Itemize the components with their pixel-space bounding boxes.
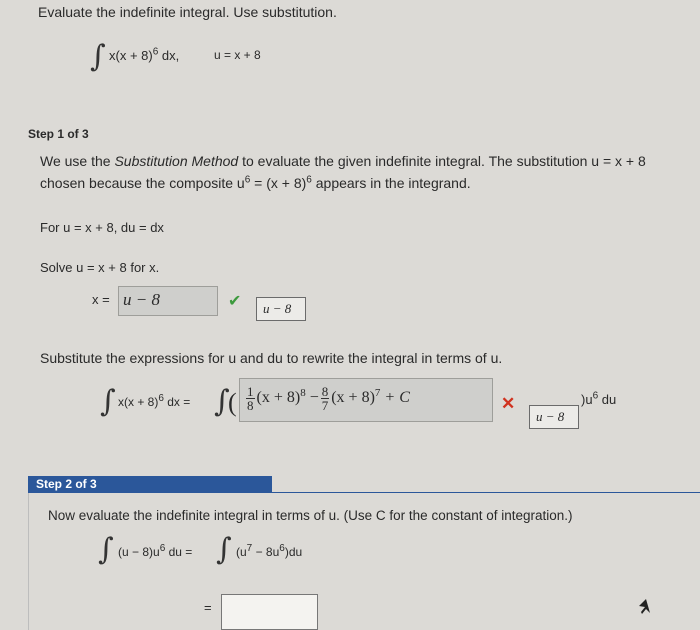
- step2-answer-field[interactable]: [221, 594, 318, 630]
- problem-instruction: Evaluate the indefinite integral. Use substitution.: [38, 4, 337, 20]
- para2-c: appears in the integrand.: [311, 175, 471, 191]
- frac2-den: 7: [321, 398, 329, 413]
- step2-instruction: Now evaluate the indefinite integral in terms of u. (Use C for the constant of integration.): [48, 508, 573, 523]
- u6du-text: [581, 392, 616, 407]
- step2-equals: =: [204, 600, 212, 615]
- x-answer-field[interactable]: [118, 286, 218, 316]
- para-c: to evaluate the given indefinite integral. The substitution u = x + 8: [238, 153, 646, 169]
- rewrite-answer-field[interactable]: [239, 378, 493, 422]
- integral-sign-lhs: ∫: [100, 384, 116, 419]
- step1-label: Step 1 of 3: [28, 127, 89, 141]
- exp-6: 6: [159, 543, 166, 554]
- substitute-text: Substitute the expressions for u and du to rewrite the integral in terms of u.: [40, 350, 503, 366]
- step1-paragraph-line1: [40, 153, 646, 169]
- attempt-part1: (x + 8): [256, 389, 301, 407]
- step2-du-eq: du =: [165, 545, 193, 559]
- rhs-b: − 8u: [252, 545, 280, 559]
- exp-7: 7: [246, 543, 253, 554]
- integrand-text: x(x + 8): [109, 48, 153, 63]
- attempt-part2: (x + 8): [331, 389, 375, 407]
- frac2-num: 8: [321, 384, 329, 399]
- exp-6: 6: [592, 390, 599, 402]
- frac-1-8: [246, 385, 255, 412]
- for-u-text: For u = x + 8, du = dx: [40, 220, 164, 235]
- du-text: du: [598, 392, 617, 407]
- step1-paragraph-line2: [40, 175, 471, 191]
- integral-sign-rhs: ∫: [214, 384, 230, 419]
- integral-sign-step2-lhs: ∫: [98, 532, 114, 567]
- rewrite-lhs: [118, 395, 190, 409]
- integral-sign: ∫: [90, 39, 106, 74]
- lhs-dx: dx =: [163, 395, 191, 409]
- step2-label: Step 2 of 3: [28, 476, 272, 493]
- para2-a: chosen because the composite u: [40, 175, 245, 191]
- substitution-def: u = x + 8: [214, 48, 261, 62]
- frac1-num: 1: [247, 384, 254, 399]
- exp-6: 6: [244, 174, 251, 186]
- frac-8-7: [321, 385, 330, 412]
- exp-6: 6: [152, 46, 159, 58]
- step2-rhs: [236, 545, 302, 559]
- integral-sign-step2-rhs: ∫: [216, 532, 232, 567]
- solve-text: Solve u = x + 8 for x.: [40, 260, 160, 275]
- exp-7: 7: [374, 386, 381, 399]
- constant-c: + C: [380, 389, 410, 407]
- rhs-a: (u: [236, 545, 247, 559]
- x-answer-value: u − 8: [123, 290, 160, 309]
- step2-lhs-text: (u − 8)u: [118, 545, 160, 559]
- rewrite-attempt: [244, 385, 410, 412]
- rhs-c: )du: [284, 545, 303, 559]
- mouse-cursor-icon: [636, 597, 652, 617]
- lhs-text: x(x + 8): [118, 395, 159, 409]
- x-equals-label: x =: [92, 292, 110, 307]
- exp-6: 6: [158, 393, 164, 404]
- rewrite-hint-box: [529, 405, 579, 429]
- check-icon: ✔: [228, 293, 242, 310]
- para-method: Substitution Method: [114, 153, 239, 169]
- para2-b: = (x + 8): [250, 175, 307, 191]
- wrong-icon: ✕: [501, 394, 516, 413]
- problem-integrand: [109, 48, 179, 63]
- para-a: We use the: [40, 153, 115, 169]
- x-hint-box: [256, 297, 306, 321]
- u6-text: )u: [581, 392, 593, 407]
- exp-8: 8: [300, 386, 306, 399]
- exp-6: 6: [279, 543, 285, 554]
- minus-sign: −: [305, 389, 319, 407]
- step2-lhs: [118, 545, 192, 559]
- exp-6: 6: [306, 174, 312, 186]
- x-hint-text: u − 8: [263, 301, 292, 316]
- hint2-text: u − 8: [536, 409, 565, 424]
- open-paren: (: [228, 388, 237, 417]
- dx-text: dx,: [158, 48, 180, 63]
- frac1-den: 8: [247, 398, 254, 413]
